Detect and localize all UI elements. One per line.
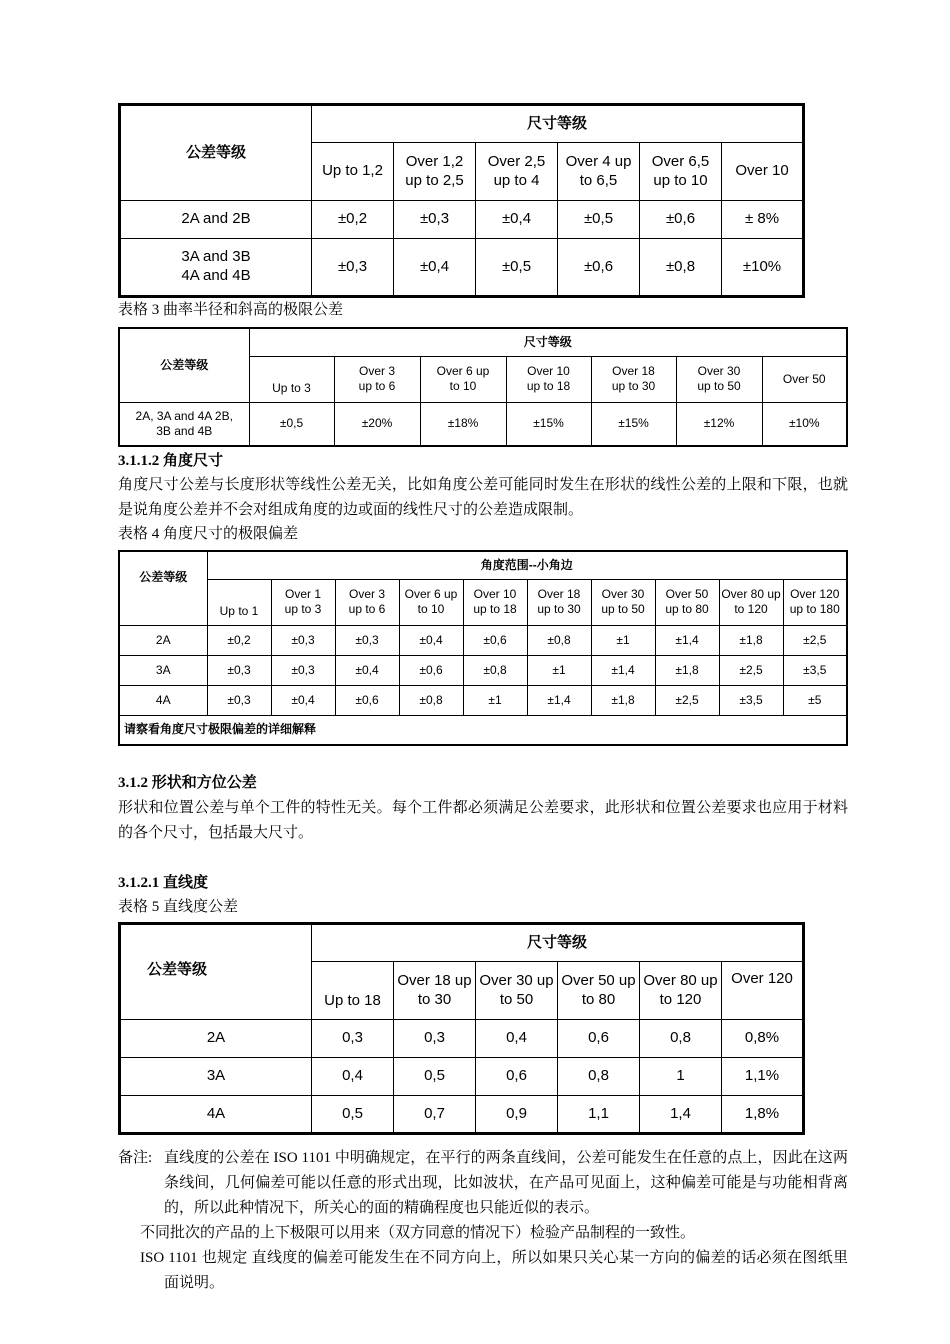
value-cell: ±0,6 — [399, 655, 463, 685]
grade-cell: 2A — [120, 1020, 312, 1058]
table2-group-header: 尺寸等级 — [249, 328, 847, 356]
value-cell: 0,9 — [476, 1096, 558, 1134]
value-cell: ±0,4 — [476, 201, 558, 239]
table4-caption: 表格 4 角度尺寸的极限偏差 — [118, 526, 299, 542]
table4-corner-header: 公差等级 — [120, 924, 312, 1020]
grade-cell: 3A and 3B 4A and 4B — [120, 239, 312, 297]
value-cell: ±0,8 — [399, 685, 463, 715]
note-text: ISO 1101 也规定 直线度的偏差可能发生在不同方向上，所以如果只关心某一方向的偏差的话必须在图纸里面说明。 — [140, 1250, 848, 1291]
table-row — [120, 1020, 804, 1058]
value-cell: ±0,5 — [249, 402, 334, 446]
table2-col-header: Over 50 — [762, 356, 847, 402]
grade-cell: 3A — [120, 1058, 312, 1096]
grade-cell: 2A, 3A and 4A 2B, 3B and 4B — [119, 402, 249, 446]
value-cell: 0,4 — [476, 1020, 558, 1058]
table2-col-header: Up to 3 — [249, 356, 334, 402]
value-cell: ±0,3 — [312, 239, 394, 297]
value-cell: ±0,5 — [558, 201, 640, 239]
radius-tolerance-table — [118, 327, 848, 447]
value-cell: ±1 — [591, 625, 655, 655]
value-cell: 0,6 — [476, 1058, 558, 1096]
value-cell: ±1 — [463, 685, 527, 715]
value-cell: ±0,4 — [271, 685, 335, 715]
value-cell: 0,5 — [312, 1096, 394, 1134]
note-text: 不同批次的产品的上下极限可以用来（双方同意的情况下）检验产品制程的一致性。 — [140, 1225, 696, 1241]
table-row — [120, 239, 804, 297]
value-cell: 0,3 — [394, 1020, 476, 1058]
value-cell: 0,8% — [722, 1020, 804, 1058]
table3-col-header: Over 3 up to 6 — [335, 579, 399, 625]
value-cell: 1 — [640, 1058, 722, 1096]
value-cell: ±0,2 — [207, 625, 271, 655]
value-cell: 1,1 — [558, 1096, 640, 1134]
value-cell: 1,1% — [722, 1058, 804, 1096]
value-cell: ±0,4 — [399, 625, 463, 655]
value-cell: ±0,8 — [640, 239, 722, 297]
table3-col-header: Over 120 up to 180 — [783, 579, 847, 625]
value-cell: ±0,6 — [335, 685, 399, 715]
value-cell: ±0,3 — [394, 201, 476, 239]
table1-col-header: Over 1,2 up to 2,5 — [394, 143, 476, 201]
value-cell: 1,8% — [722, 1096, 804, 1134]
value-cell: ±0,8 — [527, 625, 591, 655]
table-row — [119, 685, 847, 715]
value-cell: ±0,3 — [271, 625, 335, 655]
notes-block — [118, 1146, 848, 1296]
grade-cell: 4A — [119, 685, 207, 715]
value-cell: ±0,6 — [463, 625, 527, 655]
table2-col-header: Over 30 up to 50 — [676, 356, 762, 402]
value-cell: ±1,8 — [591, 685, 655, 715]
value-cell: 1,4 — [640, 1096, 722, 1134]
value-cell: ±0,3 — [207, 655, 271, 685]
value-cell: 0,6 — [558, 1020, 640, 1058]
table-row — [120, 1096, 804, 1134]
table-row — [119, 402, 847, 446]
value-cell: ±1 — [527, 655, 591, 685]
table1-col-header: Over 10 — [722, 143, 804, 201]
value-cell: ±0,5 — [476, 239, 558, 297]
value-cell: ±0,2 — [312, 201, 394, 239]
value-cell: ±15% — [506, 402, 591, 446]
value-cell: ± 8% — [722, 201, 804, 239]
value-cell: ±0,3 — [271, 655, 335, 685]
table-row — [120, 201, 804, 239]
value-cell: ±2,5 — [783, 625, 847, 655]
section-3-1-1-2-title: 3.1.1.2 角度尺寸 — [118, 453, 224, 469]
table4-col-header: Over 18 up to 30 — [394, 962, 476, 1020]
table2-col-header: Over 18 up to 30 — [591, 356, 676, 402]
straightness-tolerance-table — [118, 922, 805, 1135]
value-cell: ±1,4 — [527, 685, 591, 715]
value-cell: ±1,8 — [655, 655, 719, 685]
value-cell: ±10% — [722, 239, 804, 297]
table1-col-header: Over 2,5 up to 4 — [476, 143, 558, 201]
value-cell: ±0,8 — [463, 655, 527, 685]
table3-col-header: Over 6 up to 10 — [399, 579, 463, 625]
value-cell: ±3,5 — [719, 685, 783, 715]
value-cell: ±0,6 — [558, 239, 640, 297]
note-text: 直线度的公差在 ISO 1101 中明确规定，在平行的两条直线间，公差可能发生在任意的点上，因此在这两条线间，几何偏差可能以任意的形式出现，比如波状，在产品可见面上，这种偏差可能是与功能相背离的，所以此种情况下，所关心的面的精确程度也只能近似的表示。 — [164, 1150, 848, 1216]
table4-col-header: Over 120 — [722, 962, 804, 1020]
value-cell: 0,8 — [558, 1058, 640, 1096]
angle-tolerance-table — [118, 550, 848, 746]
table-row — [119, 625, 847, 655]
table3-caption: 表格 3 曲率半径和斜高的极限公差 — [118, 302, 344, 318]
note-label: 备注: — [118, 1150, 153, 1166]
table2-col-header: Over 10 up to 18 — [506, 356, 591, 402]
value-cell: ±18% — [420, 402, 506, 446]
grade-cell: 3A — [119, 655, 207, 685]
value-cell: ±15% — [591, 402, 676, 446]
value-cell: ±0,4 — [394, 239, 476, 297]
value-cell: ±2,5 — [719, 655, 783, 685]
table1-col-header: Up to 1,2 — [312, 143, 394, 201]
value-cell: ±3,5 — [783, 655, 847, 685]
value-cell: ±0,4 — [335, 655, 399, 685]
value-cell: 0,8 — [640, 1020, 722, 1058]
value-cell: ±1,8 — [719, 625, 783, 655]
value-cell: ±12% — [676, 402, 762, 446]
table3-col-header: Over 10 up to 18 — [463, 579, 527, 625]
table-row — [119, 655, 847, 685]
value-cell: ±1,4 — [591, 655, 655, 685]
table4-col-header: Over 80 up to 120 — [640, 962, 722, 1020]
value-cell: 0,7 — [394, 1096, 476, 1134]
radius-tolerance-table-top — [118, 103, 805, 298]
table1-corner-header: 公差等级 — [120, 105, 312, 201]
note-item — [118, 1246, 848, 1296]
section-3-1-2-1-title: 3.1.2.1 直线度 — [118, 875, 209, 891]
grade-cell: 2A and 2B — [120, 201, 312, 239]
form-paragraph: 形状和位置公差与单个工件的特性无关。每个工件都必须满足公差要求，此形状和位置公差要求也应用于材料的各个尺寸，包括最大尺寸。 — [118, 800, 848, 841]
table3-col-header: Over 18 up to 30 — [527, 579, 591, 625]
value-cell: ±0,6 — [640, 201, 722, 239]
value-cell: 0,3 — [312, 1020, 394, 1058]
table2-col-header: Over 6 up to 10 — [420, 356, 506, 402]
table1-col-header: Over 4 up to 6,5 — [558, 143, 640, 201]
table4-col-header: Up to 18 — [312, 962, 394, 1020]
table1-col-header: Over 6,5 up to 10 — [640, 143, 722, 201]
value-cell: 0,5 — [394, 1058, 476, 1096]
table2-col-header: Over 3 up to 6 — [334, 356, 420, 402]
table3-col-header: Over 1 up to 3 — [271, 579, 335, 625]
value-cell: ±0,3 — [335, 625, 399, 655]
note-item — [118, 1221, 848, 1246]
value-cell: ±20% — [334, 402, 420, 446]
table3-col-header: Up to 1 — [207, 579, 271, 625]
value-cell: 0,4 — [312, 1058, 394, 1096]
value-cell: ±5 — [783, 685, 847, 715]
table4-col-header: Over 30 up to 50 — [476, 962, 558, 1020]
table1-group-header: 尺寸等级 — [312, 105, 804, 143]
table5-caption: 表格 5 直线度公差 — [118, 899, 239, 915]
table4-col-header: Over 50 up to 80 — [558, 962, 640, 1020]
table-row — [120, 1058, 804, 1096]
table3-col-header: Over 30 up to 50 — [591, 579, 655, 625]
value-cell: ±0,3 — [207, 685, 271, 715]
table3-corner-header: 公差等级 — [119, 551, 207, 625]
table3-col-header: Over 50 up to 80 — [655, 579, 719, 625]
table3-group-header: 角度范围--小角边 — [207, 551, 847, 579]
section-3-1-2-title: 3.1.2 形状和方位公差 — [118, 775, 257, 791]
grade-cell: 4A — [120, 1096, 312, 1134]
grade-cell: 2A — [119, 625, 207, 655]
angle-paragraph: 角度尺寸公差与长度形状等线性公差无关，比如角度公差可能同时发生在形状的线性公差的上限和下限，也就是说角度公差并不会对组成角度的边或面的线性尺寸的公差造成限制。 — [118, 477, 848, 518]
table3-col-header: Over 80 up to 120 — [719, 579, 783, 625]
table4-group-header: 尺寸等级 — [312, 924, 804, 962]
value-cell: ±1,4 — [655, 625, 719, 655]
value-cell: ±10% — [762, 402, 847, 446]
table2-corner-header: 公差等级 — [119, 328, 249, 402]
table3-note: 请察看角度尺寸极限偏差的详细解释 — [119, 715, 847, 745]
note-item — [118, 1146, 848, 1221]
value-cell: ±2,5 — [655, 685, 719, 715]
